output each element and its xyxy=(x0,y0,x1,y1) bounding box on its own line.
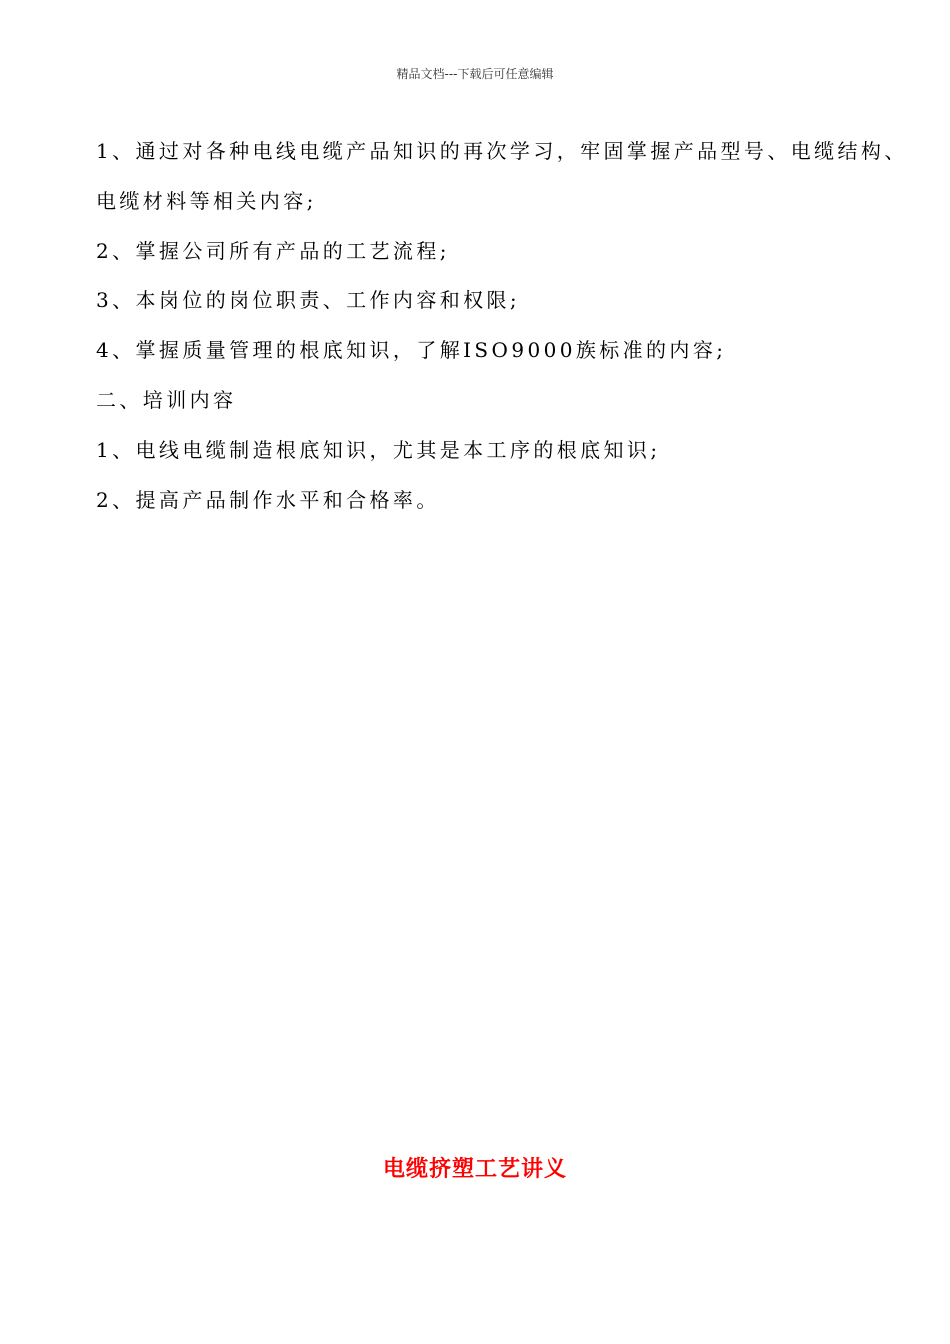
document-title: 电缆挤塑工艺讲义 xyxy=(382,1157,567,1182)
page-header: 精品文档---下载后可任意编辑 xyxy=(396,67,554,81)
paragraph-line-3: 2、掌握公司所有产品的工艺流程; xyxy=(96,239,450,263)
paragraph-line-5: 4、掌握质量管理的根底知识，了解ISO9000族标准的内容; xyxy=(96,338,727,362)
paragraph-line-7: 1、电线电缆制造根底知识，尤其是本工序的根底知识; xyxy=(96,438,661,462)
paragraph-line-8: 2、提高产品制作水平和合格率。 xyxy=(96,488,440,512)
section-heading-training-content: 二、培训内容 xyxy=(96,388,237,412)
paragraph-line-2: 电缆材料等相关内容; xyxy=(96,189,317,213)
paragraph-line-4: 3、本岗位的岗位职责、工作内容和权限; xyxy=(96,288,521,312)
paragraph-line-1: 1、通过对各种电线电缆产品知识的再次学习，牢固掌握产品型号、电缆结构、 xyxy=(96,139,908,163)
